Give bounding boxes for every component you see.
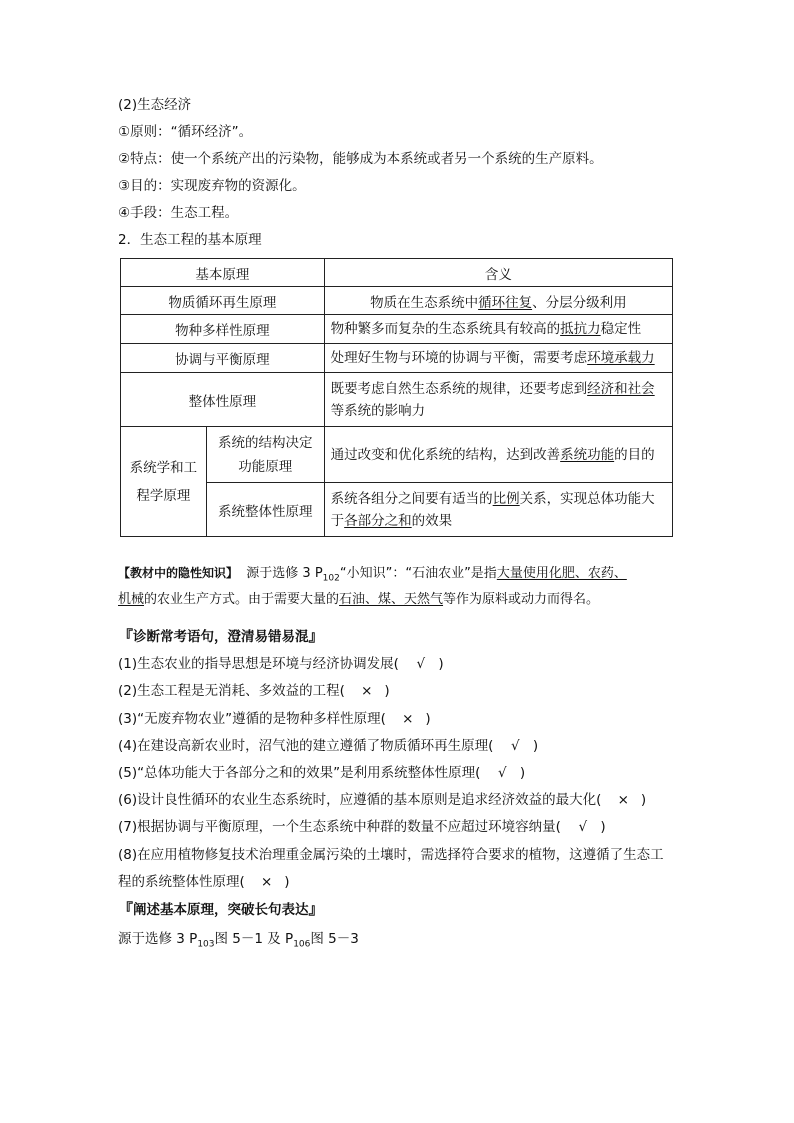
table-row bbox=[121, 373, 673, 427]
source-reference: 源于选修 3 $P_{103}$图 5－1 及 $P_{106}$图 5－3 bbox=[118, 931, 359, 950]
judgment-item: (3)“无废弃物农业”遵循的是物种多样性原理( × ) bbox=[118, 711, 431, 727]
judgment-item: (1)生态农业的指导思想是环境与经济协调发展( √ ) bbox=[118, 656, 444, 672]
bracket-open-icon: 『 bbox=[118, 900, 134, 918]
principle-name: 物种多样性原理 bbox=[121, 315, 325, 344]
check-mark-icon: √ bbox=[416, 656, 426, 672]
header-principle: 基本原理 bbox=[121, 259, 325, 287]
hidden-knowledge-label: 【教材中的隐性知识】 bbox=[118, 566, 239, 580]
principle-name: 物质循环再生原理 bbox=[121, 287, 325, 315]
cross-mark-icon: × bbox=[402, 711, 414, 727]
hidden-text-2: 的农业生产方式。由于需要大量的 bbox=[144, 592, 340, 607]
hidden-underline-1b: 机械 bbox=[118, 592, 145, 607]
judgment-item: (7)根据协调与平衡原理，一个生态系统中种群的数量不应超过环境容纳量( √ ) bbox=[118, 819, 606, 835]
hidden-source-page: 102 bbox=[322, 573, 340, 584]
table-header-row bbox=[121, 259, 673, 287]
judgment-item: (5)“总体功能大于各部分之和的效果”是利用系统整体性原理( √ ) bbox=[118, 765, 526, 781]
check-mark-icon: √ bbox=[578, 819, 588, 835]
judgment-item: (4)在建设高新农业时，沼气池的建立遵循了物质循环再生原理( √ ) bbox=[118, 738, 539, 754]
eco-item-purpose: ③目的：实现废弃物的资源化。 bbox=[118, 178, 306, 194]
bracket-close-icon: 』 bbox=[308, 900, 324, 918]
header-meaning: 含义 bbox=[324, 259, 672, 287]
bracket-close-icon: 』 bbox=[308, 627, 324, 645]
bracket-open-icon: 『 bbox=[118, 627, 134, 645]
cross-mark-icon: × bbox=[261, 874, 273, 890]
table-row bbox=[121, 315, 673, 344]
principle-name: 系统整体性原理 bbox=[206, 483, 324, 537]
table-row bbox=[121, 344, 673, 373]
judgment-item: (2)生态工程是无消耗、多效益的工程( × ) bbox=[118, 683, 390, 699]
principle-name: 系统的结构决定功能原理 bbox=[206, 427, 324, 483]
hidden-knowledge-line1 bbox=[118, 564, 627, 588]
principle-meaning: 物种繁多而复杂的生态系统具有较高的抵抗力稳定性 bbox=[324, 315, 672, 344]
check-mark-icon: √ bbox=[510, 738, 520, 754]
expression-title: 阐述基本原理，突破长句表达 bbox=[133, 902, 309, 918]
section-ecological-economy-title: (2)生态经济 bbox=[118, 97, 192, 113]
hidden-underline-2: 石油、煤、天然气 bbox=[339, 592, 444, 607]
hidden-knowledge-line2 bbox=[118, 591, 599, 609]
hidden-source: 源于选修 3 P bbox=[246, 566, 323, 581]
judgment-item-8-line1: (8)在应用植物修复技术治理重金属污染的土壤时，需选择符合要求的植物，这遵循了生态工 bbox=[118, 847, 664, 863]
eco-item-means: ④手段：生态工程。 bbox=[118, 205, 239, 221]
check-mark-icon: √ bbox=[497, 765, 507, 781]
principle-name: 协调与平衡原理 bbox=[121, 344, 325, 373]
section-basic-principles-title: 2．生态工程的基本原理 bbox=[118, 232, 262, 248]
cross-mark-icon: × bbox=[361, 683, 373, 699]
diagnosis-title: 诊断常考语句，澄清易错易混 bbox=[133, 629, 309, 645]
hidden-underline-1: 大量使用化肥、农药、 bbox=[496, 566, 627, 581]
judgment-item-8-line2: 程的系统整体性原理( × ) bbox=[118, 874, 290, 890]
principle-meaning: 系统各组分之间要有适当的比例关系，实现总体功能大于各部分之和的效果 bbox=[324, 483, 672, 537]
hidden-text-1: “小知识”：“石油农业”是指 bbox=[339, 566, 497, 581]
judgment-item: (6)设计良性循环的农业生态系统时，应遵循的基本原则是追求经济效益的最大化( × ) bbox=[118, 792, 647, 808]
diagnosis-heading bbox=[118, 627, 324, 646]
principle-name: 整体性原理 bbox=[121, 373, 325, 427]
principle-meaning: 物质在生态系统中循环往复、分层分级利用 bbox=[324, 287, 672, 315]
cross-mark-icon: × bbox=[617, 792, 629, 808]
hidden-text-3: 等作为原料或动力而得名。 bbox=[443, 592, 600, 607]
principle-meaning: 通过改变和优化系统的结构，达到改善系统功能的目的 bbox=[324, 427, 672, 483]
principle-group-name: 系统学和工程学原理 bbox=[121, 427, 207, 537]
eco-item-principle: ①原则：“循环经济”。 bbox=[118, 124, 253, 140]
principle-meaning: 既要考虑自然生态系统的规律，还要考虑到经济和社会等系统的影响力 bbox=[324, 373, 672, 427]
expression-heading bbox=[118, 900, 324, 919]
eco-item-feature: ②特点：使一个系统产出的污染物，能够成为本系统或者另一个系统的生产原料。 bbox=[118, 151, 603, 167]
principles-table bbox=[120, 258, 673, 537]
table-row bbox=[121, 427, 673, 483]
principle-meaning: 处理好生物与环境的协调与平衡，需要考虑环境承载力 bbox=[324, 344, 672, 373]
table-row bbox=[121, 287, 673, 315]
